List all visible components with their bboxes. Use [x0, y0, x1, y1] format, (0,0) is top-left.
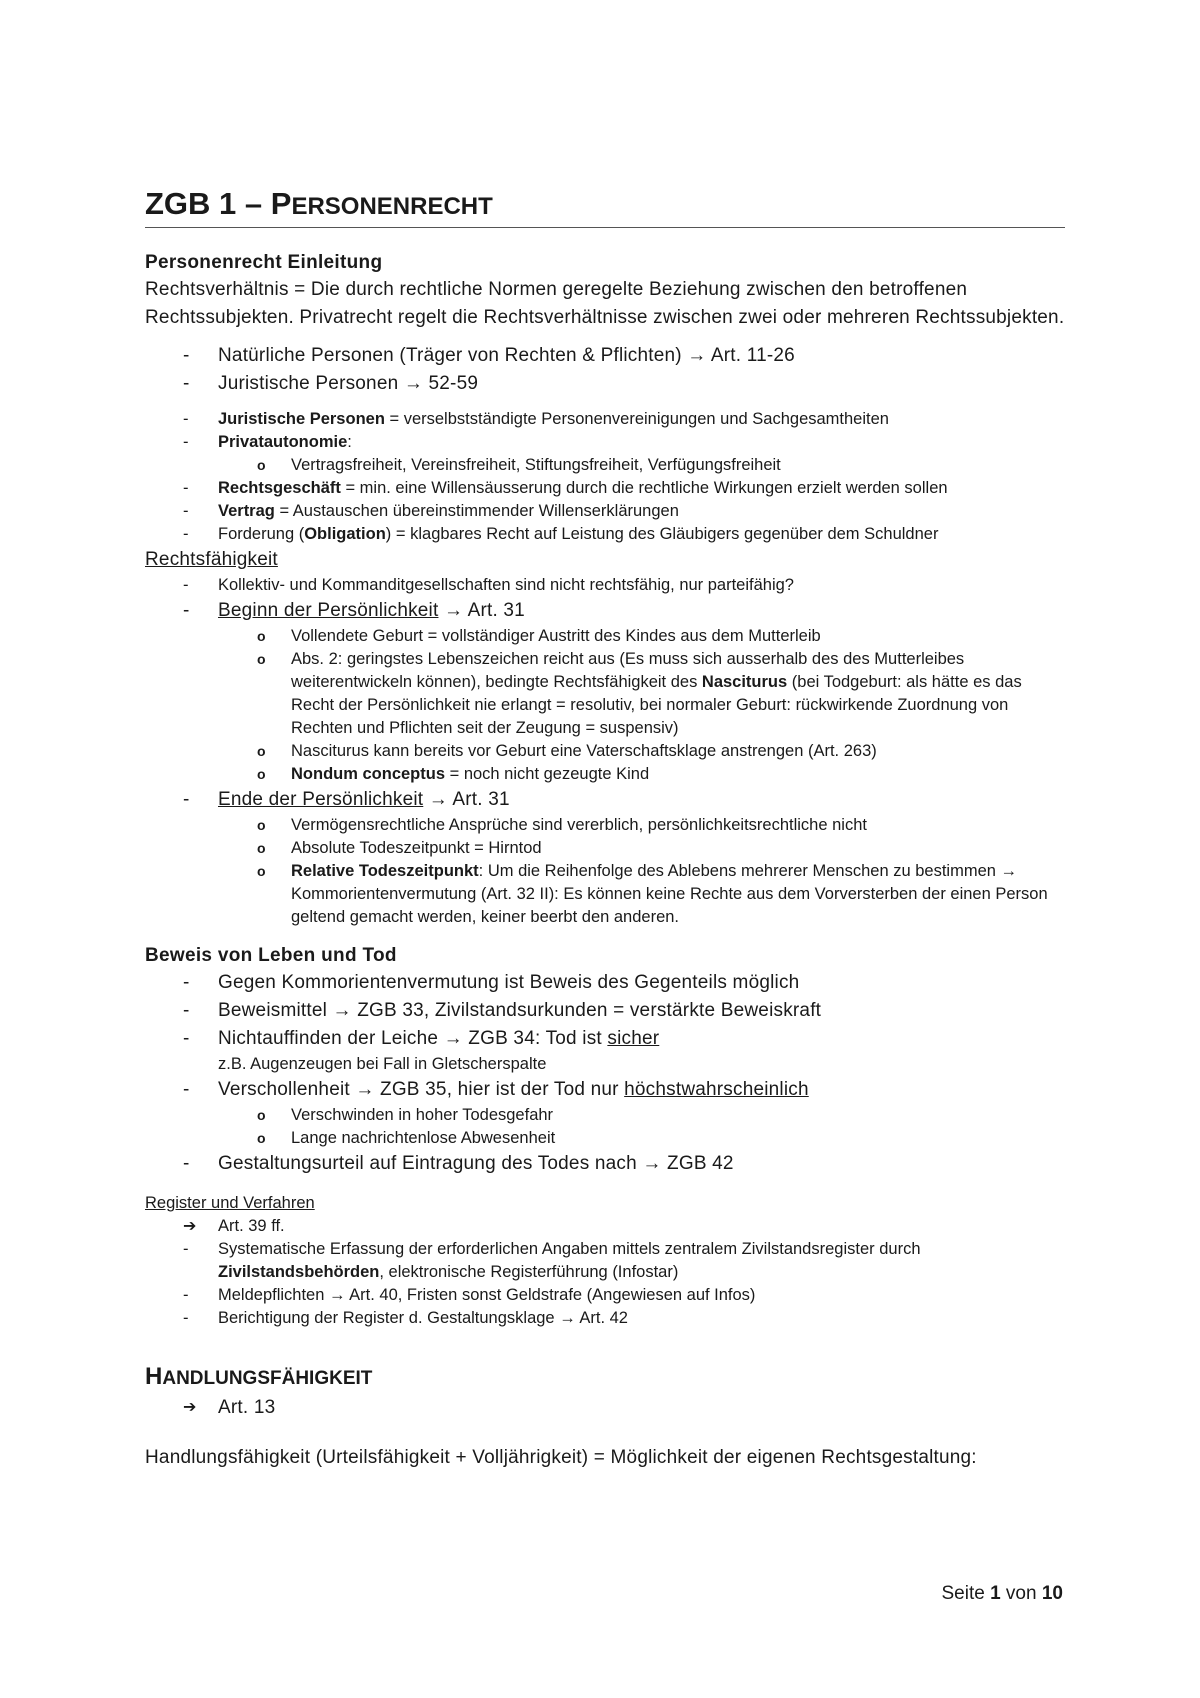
section-beweis — [145, 943, 1065, 1178]
hf-list — [145, 1394, 1065, 1422]
register-heading: Register und Verfahren — [145, 1194, 315, 1212]
list-item: ➔ Art. 13 — [145, 1394, 1065, 1422]
list-item: o Abs. 2: geringstes Lebenszeichen reicht aus (Es muss sich ausserhalb des des Mutterleibes weiterentwickeln können), bedingte Rechtsfähigkeit des Nasciturus (bei Todgeburt: als hätte es das Recht der Persönlichkeit nie erlangt = resolutiv, bei normaler Geburt: rückwirkende Zuordnung von Rechten und Pflichten seit der Zeugung = suspensiv) — [145, 648, 1065, 740]
intro-big-list — [145, 342, 1065, 398]
list-item: o Vollendete Geburt = vollständiger Austritt des Kindes aus dem Mutterleib — [145, 625, 1065, 648]
list-item: - Gegen Kommorientenvermutung ist Beweis des Gegenteils möglich — [145, 969, 1065, 997]
list-item: - Meldepflichten → Art. 40, Fristen sonst Geldstrafe (Angewiesen auf Infos) — [145, 1284, 1065, 1307]
list-item: o Absolute Todeszeitpunkt = Hirntod — [145, 837, 1065, 860]
section-intro — [145, 250, 1065, 546]
list-item: o Nondum conceptus = noch nicht gezeugte Kind — [145, 763, 1065, 786]
list-item: - Vertrag = Austauschen übereinstimmender Willenserklärungen — [145, 500, 1065, 523]
page-title: ZGB 1 – PERSONENRECHT — [145, 186, 1065, 228]
rf-list — [145, 574, 1065, 929]
list-item: o Relative Todeszeitpunkt: Um die Reihenfolge des Ablebens mehrerer Menschen zu bestimmen → Kommorientenvermutung (Art. 32 II): Es können keine Rechte aus dem Vorversterben der einen Person geltend gemacht werden, keiner beerbt den anderen. — [145, 860, 1065, 929]
hf-text: Handlungsfähigkeit (Urteilsfähigkeit + Volljährigkeit) = Möglichkeit der eigenen Rechtsgestaltung: — [145, 1447, 977, 1468]
page-footer: Seite 1 von 10 — [941, 1583, 1063, 1604]
list-item: - Privatautonomie: — [145, 431, 1065, 454]
beweis-list — [145, 969, 1065, 1178]
beweis-heading: Beweis von Leben und Tod — [145, 945, 397, 966]
hf-heading: HANDLUNGSFÄHIGKEIT — [145, 1363, 373, 1390]
list-item: - Berichtigung der Register d. Gestaltungsklage → Art. 42 — [145, 1307, 1065, 1330]
list-item: o Vermögensrechtliche Ansprüche sind vererblich, persönlichkeitsrechtliche nicht — [145, 814, 1065, 837]
section-handlungsfaehigkeit — [145, 1362, 1065, 1472]
list-item: - Natürliche Personen (Träger von Rechten & Pflichten) → Art. 11-26 — [145, 342, 1065, 370]
document-page — [145, 186, 1065, 1472]
list-item: - Verschollenheit → ZGB 35, hier ist der Tod nur höchstwahrscheinlich — [145, 1076, 1065, 1104]
section-rechtsfaehigkeit — [145, 546, 1065, 929]
list-item: - Juristische Personen = verselbstständigte Personenvereinigungen und Sachgesamtheiten — [145, 408, 1065, 431]
list-item: o Nasciturus kann bereits vor Geburt eine Vaterschaftsklage anstrengen (Art. 263) — [145, 740, 1065, 763]
list-item: - Gestaltungsurteil auf Eintragung des Todes nach → ZGB 42 — [145, 1150, 1065, 1178]
list-item: - Beweismittel → ZGB 33, Zivilstandsurkunden = verstärkte Beweiskraft — [145, 997, 1065, 1025]
list-item: - Juristische Personen → 52-59 — [145, 370, 1065, 398]
list-item: - Rechtsgeschäft = min. eine Willensäusserung durch die rechtliche Wirkungen erzielt werden sollen — [145, 477, 1065, 500]
intro-heading: Personenrecht Einleitung — [145, 252, 383, 273]
list-item: - Nichtauffinden der Leiche → ZGB 34: Tod ist sicher — [145, 1025, 1065, 1053]
list-note: z.B. Augenzeugen bei Fall in Gletscherspalte — [218, 1055, 547, 1073]
list-item: - Systematische Erfassung der erforderlichen Angaben mittels zentralem Zivilstandsregister durch Zivilstandsbehörden, elektronische Registerführung (Infostar) — [145, 1238, 1065, 1284]
section-register — [145, 1192, 1065, 1330]
intro-text: Rechtsverhältnis = Die durch rechtliche Normen geregelte Beziehung zwischen den betroffenen Rechtssubjekten. Privatrecht regelt die Rechtsverhältnisse zwischen zwei oder mehreren Rechtssubjekten. — [145, 279, 1065, 328]
rf-heading: Rechtsfähigkeit — [145, 549, 278, 570]
list-item: o Verschwinden in hoher Todesgefahr — [145, 1104, 1065, 1127]
list-item: ➔ Art. 39 ff. — [145, 1215, 1065, 1238]
list-item: - Kollektiv- und Kommanditgesellschaften sind nicht rechtsfähig, nur parteifähig? — [145, 574, 1065, 597]
list-item: - Beginn der Persönlichkeit → Art. 31 — [145, 597, 1065, 625]
list-item: o Vertragsfreiheit, Vereinsfreiheit, Stiftungsfreiheit, Verfügungsfreiheit — [145, 454, 1065, 477]
list-item: - Forderung (Obligation) = klagbares Recht auf Leistung des Gläubigers gegenüber dem Schuldner — [145, 523, 1065, 546]
list-item: o Lange nachrichtenlose Abwesenheit — [145, 1127, 1065, 1150]
register-list — [145, 1215, 1065, 1330]
list-item: - Ende der Persönlichkeit → Art. 31 — [145, 786, 1065, 814]
intro-def-list — [145, 408, 1065, 546]
